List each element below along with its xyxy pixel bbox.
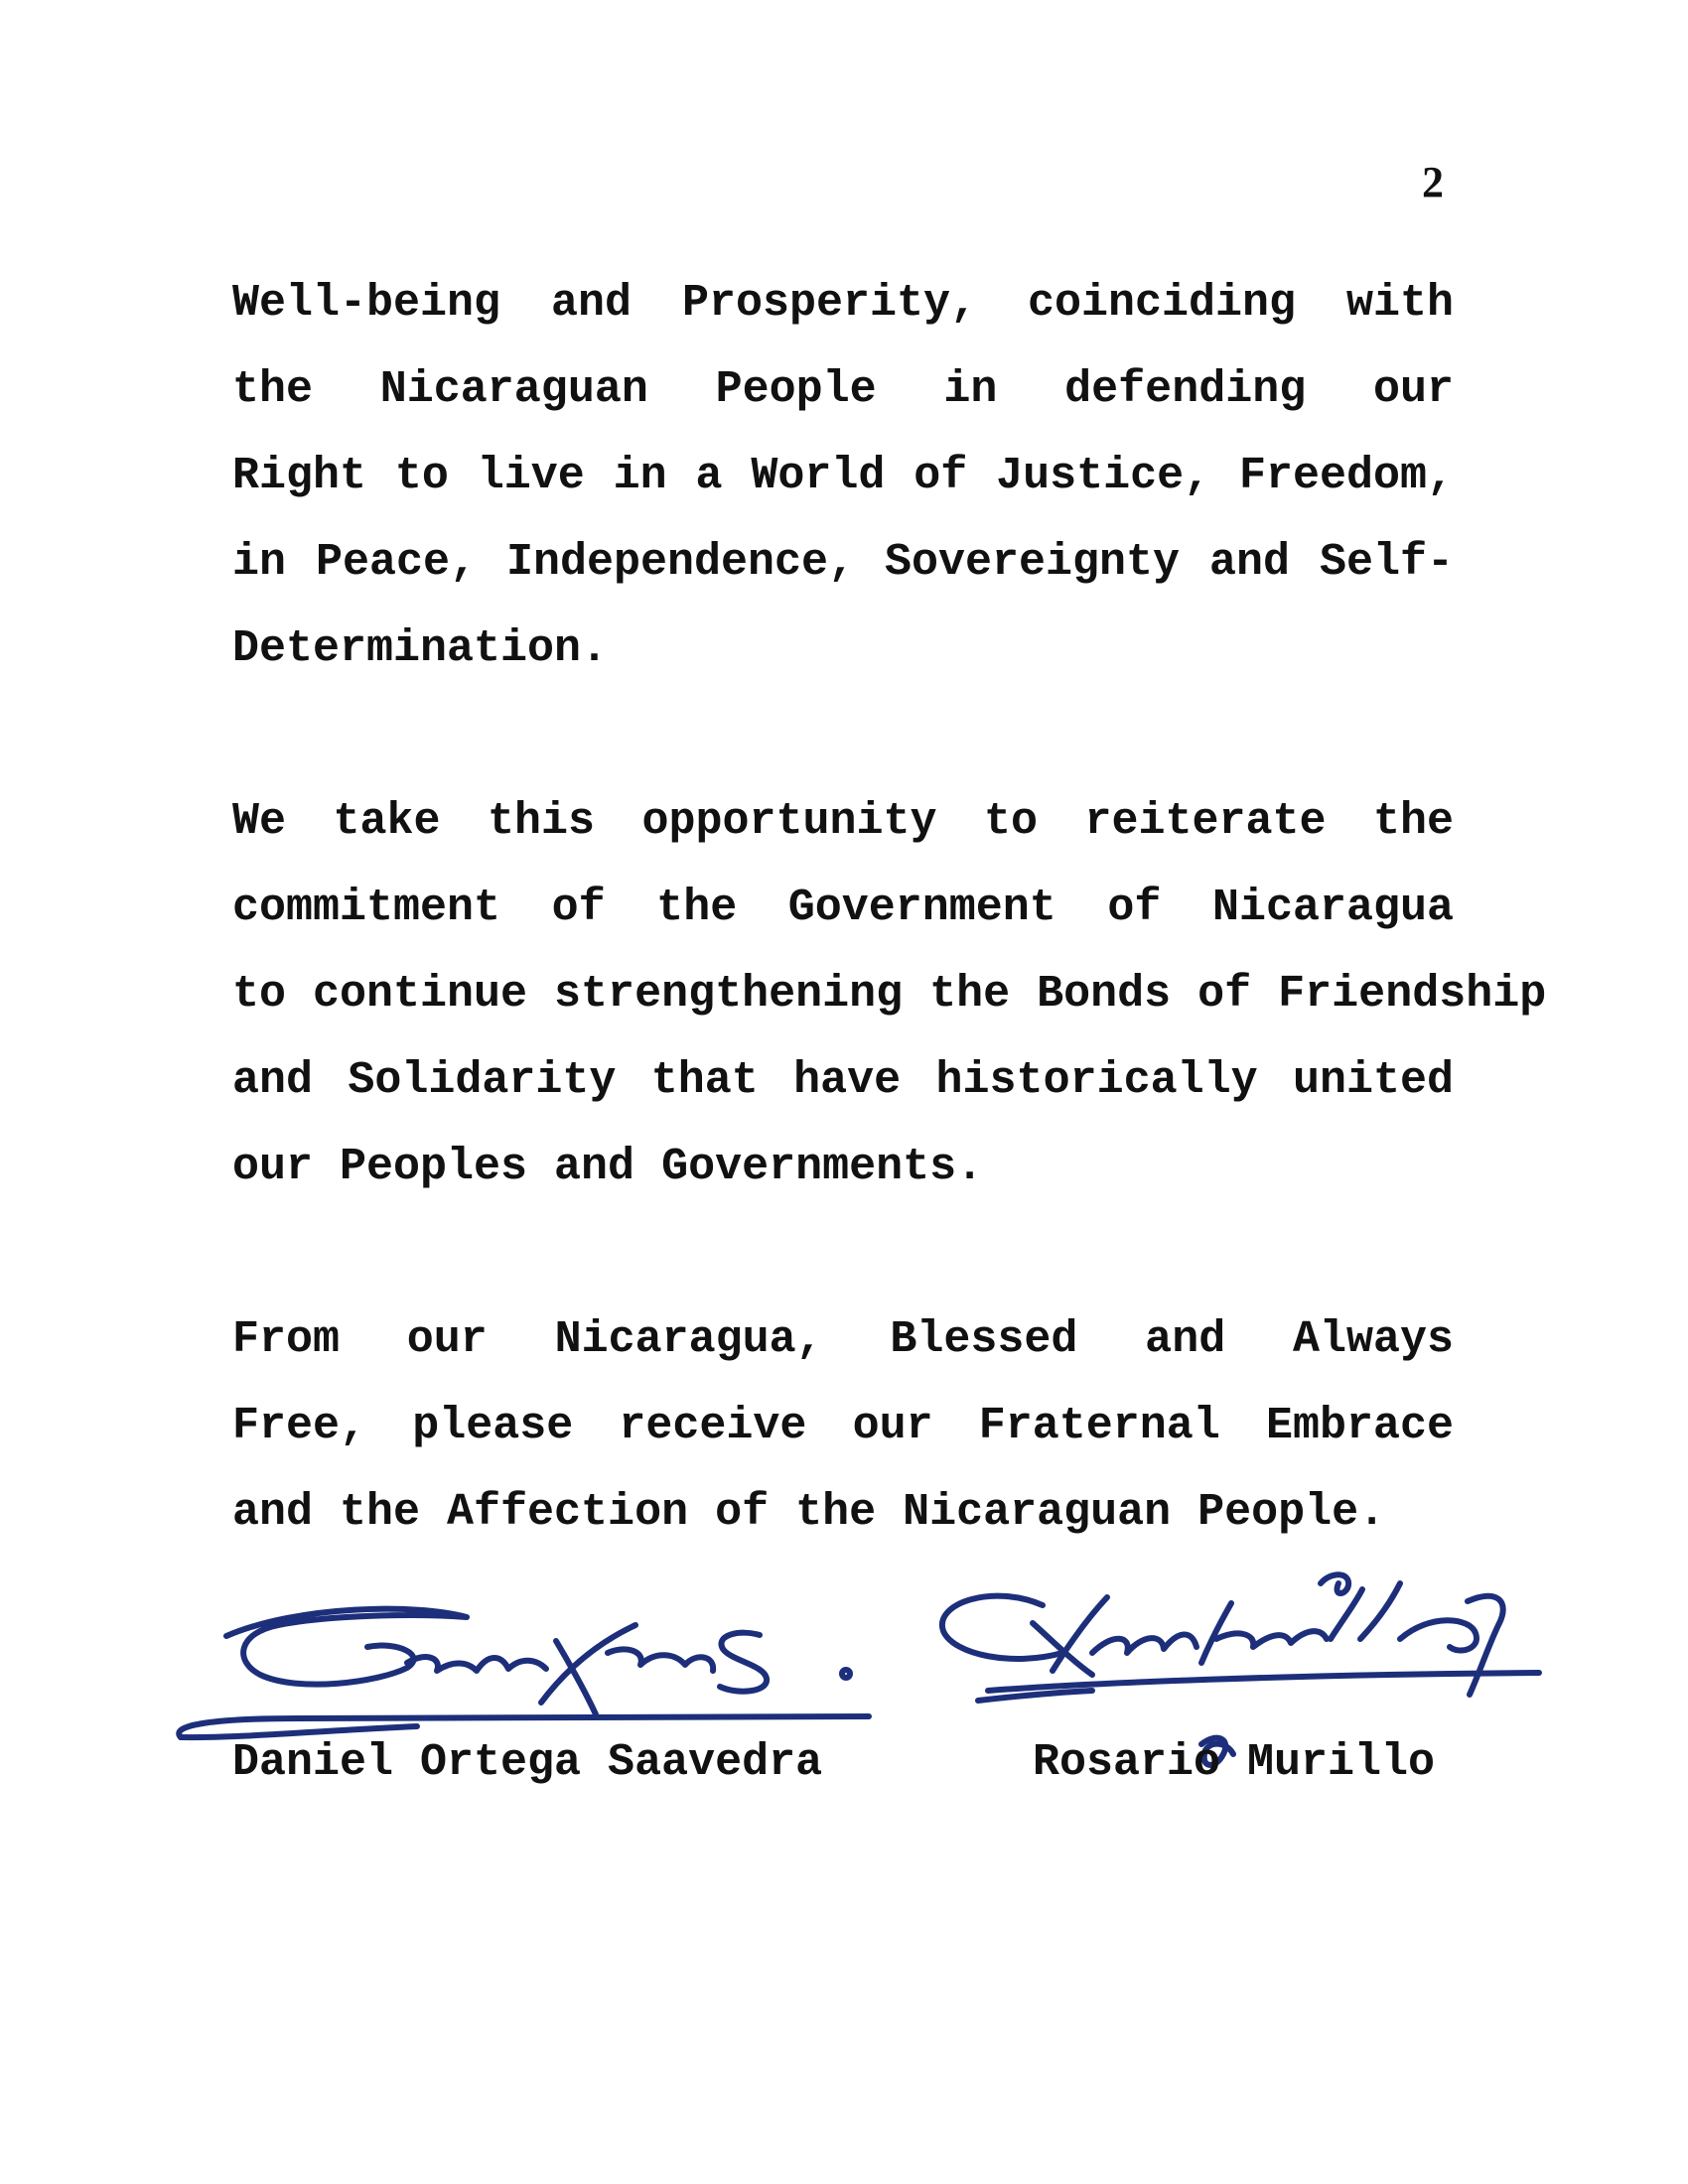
signature-block [0, 1544, 1688, 1802]
signature-daniel-ortega-saavedra [179, 1609, 869, 1737]
paragraph-line: and Solidarity that have historically united [232, 1055, 1454, 1106]
paragraph-line: Well-being and Prosperity, coinciding with [232, 278, 1454, 329]
page-number: 2 [1422, 158, 1444, 206]
paragraph-line: commitment of the Government of Nicaragua [232, 883, 1454, 933]
paragraph-line: in Peace, Independence, Sovereignty and Self- [232, 537, 1454, 588]
paragraph-line: the Nicaraguan People in defending our [232, 364, 1454, 415]
paragraph-line: We take this opportunity to reiterate the [232, 796, 1454, 847]
paragraph-2 [232, 778, 1547, 1210]
paragraph-line: Free, please receive our Fraternal Embrace [232, 1401, 1454, 1451]
paragraph-3 [232, 1297, 1454, 1556]
signer-name-2: Rosario Murillo [1033, 1737, 1436, 1788]
paragraph-line: From our Nicaragua, Blessed and Always [232, 1314, 1454, 1365]
paragraph-1 [232, 260, 1454, 692]
paragraph-line: Right to live in a World of Justice, Freedom, [232, 451, 1454, 501]
paragraph-line: Determination. [232, 623, 609, 674]
paragraph-line: to continue strengthening the Bonds of Friendship [232, 969, 1547, 1020]
paragraph-line: our Peoples and Governments. [232, 1142, 984, 1192]
signer-name-1: Daniel Ortega Saavedra [232, 1737, 823, 1788]
paragraph-line: and the Affection of the Nicaraguan People. [232, 1487, 1386, 1538]
